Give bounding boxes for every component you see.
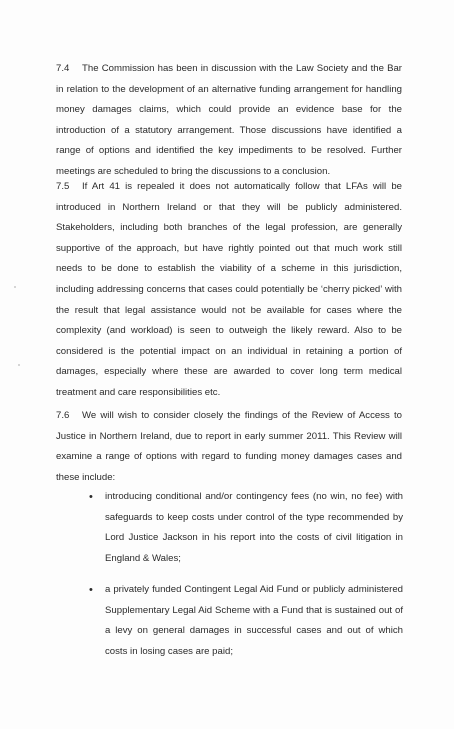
paragraph-number: 7.4	[56, 63, 70, 74]
paragraph-7-6	[56, 406, 402, 488]
paragraph-7-4	[56, 59, 402, 183]
paragraph-number: 7.6	[56, 410, 70, 421]
list-item	[89, 487, 403, 569]
bullet-list-item-2	[89, 580, 403, 662]
paragraph-number: 7.5	[56, 181, 70, 192]
bullet-icon: •	[89, 491, 93, 503]
bullet-text: a privately funded Contingent Legal Aid Fund or publicly administered Supplementary Legal Aid Scheme with a Fund that is sustained out of a levy on general damages in successful cases and out of which costs in losing cases are paid;	[105, 584, 403, 657]
bullet-icon: •	[89, 584, 93, 596]
paragraph-text: We will wish to consider closely the findings of the Review of Access to Justice in Northern Ireland, due to report in early summer 2011. This Review will examine a range of options with regard to funding money damages cases and these include:	[56, 410, 402, 483]
paragraph-text: The Commission has been in discussion with the Law Society and the Bar in relation to the development of an alternative funding arrangement for handling money damages claims, which could provide an evidence base for the introduction of a statutory arrangement. Those discussions have identified a range of options and identified the key impediments to be resolved. Further meetings are scheduled to bring the discussions to a conclusion.	[56, 63, 402, 177]
scan-speck	[18, 364, 20, 366]
paragraph-text: If Art 41 is repealed it does not automatically follow that LFAs will be introduced in Northern Ireland or that they will be publicly administered. Stakeholders, including both branches of the legal profession, are generally supportive of the approach, but have rightly pointed out that much work still needs to be done to establish the viability of a scheme in this jurisdiction, including addressing concerns that cases could potentially be ‘cherry picked’ with the result that legal assistance would not be available for cases where the complexity (and workload) is seen to outweigh the likely reward. Also to be considered is the potential impact on an individual in retaining a portion of damages, especially where these are awarded to cover long term medical treatment and care responsibilities etc.	[56, 181, 402, 398]
paragraph-7-5	[56, 177, 402, 404]
bullet-list-item-1	[89, 487, 403, 569]
bullet-text: introducing conditional and/or contingency fees (no win, no fee) with safeguards to keep costs under control of the type recommended by Lord Justice Jackson in his report into the costs of civil litigation in England & Wales;	[105, 491, 403, 564]
list-item	[89, 580, 403, 662]
scan-speck	[14, 286, 16, 288]
